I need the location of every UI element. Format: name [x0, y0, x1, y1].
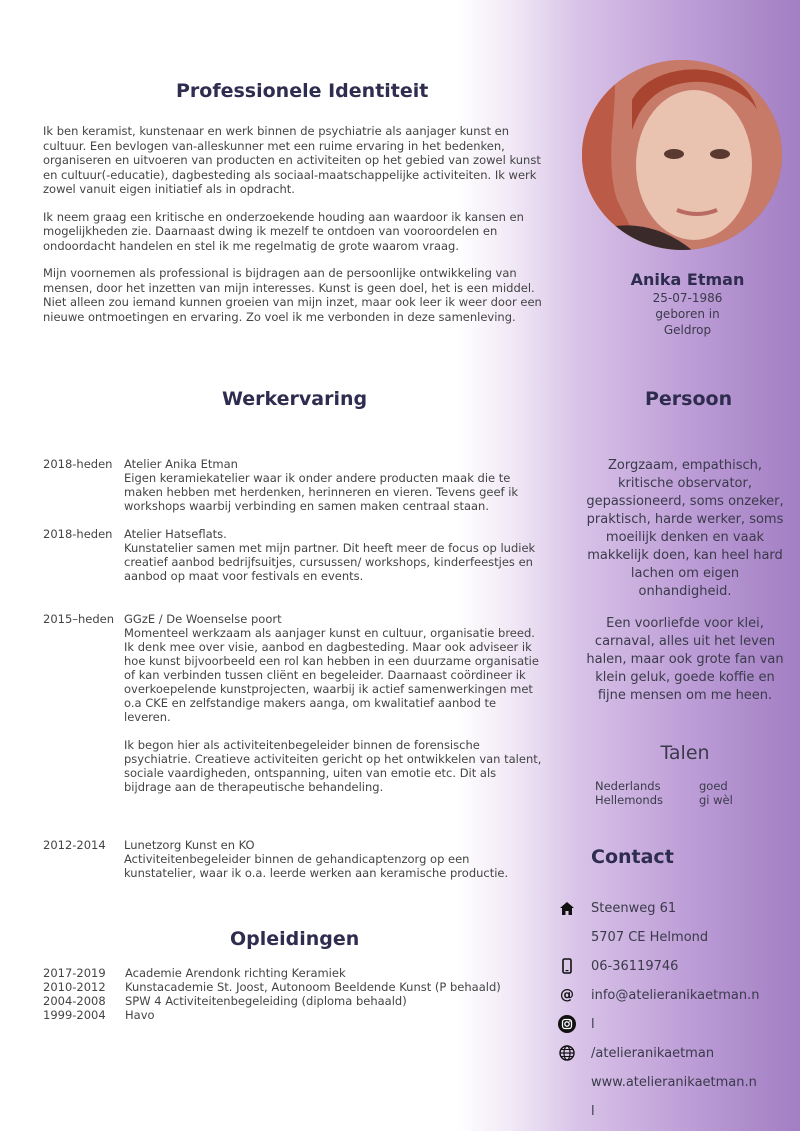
- education-item: [43, 980, 543, 994]
- birth-label: geboren in: [655, 307, 720, 321]
- job-description: Kunstatelier samen met mijn partner. Dit heeft meer de focus op ludiek creatief aanbod bedrijfsuitjes, cursussen/ workshops, kinderfeestjes en aanbod op maat voor festivals en events.: [124, 541, 536, 583]
- job-date: 2018-heden: [43, 457, 113, 471]
- identity-title: Professionele Identiteit: [176, 80, 429, 102]
- contact-address: [556, 899, 676, 917]
- job-company: Lunetzorg Kunst en KO: [124, 838, 255, 852]
- job-date: 2015–heden: [43, 612, 115, 626]
- identity-paragraph: Mijn voornemen als professional is bijdragen aan de persoonlijke ontwikkeling van mensen, door het inzetten van mijn interesses. Kunst is geen doel, het is een middel. Niet alleen zou iemand kunnen groeien van mijn inzet, maar ook leer ik weer door een nieuwe ontmoetingen en ervaring. Zo voel ik me verbonden in deze samenleving.: [43, 266, 542, 324]
- profile-birth: [600, 290, 775, 338]
- werkervaring-title: Werkervaring: [222, 388, 368, 410]
- instagram-handle[interactable]: /atelieranikaetman: [591, 1045, 715, 1061]
- education-item: [43, 1008, 543, 1022]
- contact-city: 5707 CE Helmond: [591, 929, 709, 945]
- contact-title: Contact: [591, 846, 674, 868]
- education-date: 2017-2019: [43, 966, 106, 980]
- job-content: [124, 527, 544, 583]
- education-name: Havo: [125, 1008, 155, 1022]
- language-name: Hellemonds: [595, 793, 664, 807]
- job-content: [124, 612, 544, 794]
- job-company: Atelier Hatseflats.: [124, 527, 227, 541]
- job-company: GGzE / De Woenselse poort: [124, 612, 282, 626]
- profile-photo: [582, 60, 782, 250]
- persoon-title: Persoon: [645, 388, 733, 410]
- education-date: 2004-2008: [43, 994, 106, 1008]
- job-date: 2018-heden: [43, 527, 113, 541]
- contact-website-wrap[interactable]: [556, 1102, 595, 1120]
- identity-paragraph: Ik neem graag een kritische en onderzoekende houding aan waardoor ik kansen en mogelijkheden zie. Daarnaast dwing ik mezelf te ontdoen van vooroordelen en ondoordacht handelen en stel ik me regelmatig de grote waarom vraag.: [43, 209, 524, 253]
- language-level: goed: [699, 779, 728, 793]
- contact-email[interactable]: [556, 986, 759, 1004]
- language-item: [595, 779, 785, 793]
- phone-number[interactable]: 06-36119746: [591, 958, 679, 974]
- persoon-paragraph: Een voorliefde voor klei, carnaval, alles uit het leven halen, maar ook grote fan van klein geluk, goede koffie en fijne mensen om me heen.: [586, 616, 784, 703]
- education-list: [43, 966, 543, 1022]
- birth-place: Geldrop: [663, 323, 712, 337]
- opleidingen-title: Opleidingen: [230, 928, 360, 950]
- home-icon: [556, 899, 578, 917]
- contact-street: Steenweg 61: [591, 900, 677, 916]
- profile-name: Anika Etman: [630, 270, 745, 289]
- email-wrap[interactable]: l: [591, 1016, 595, 1032]
- language-list: [595, 779, 785, 807]
- contact-phone[interactable]: [556, 957, 678, 975]
- identity-paragraph: Ik ben keramist, kunstenaar en werk binnen de psychiatrie als aanjager kunst en cultuur. Een bevlogen van-alleskunner met een ruime ervaring in het bedenken, organiseren en uitvoeren van producten en activiteiten op het gebied van zowel kunst en cultuur(-educatie), dagbesteding als sociaal-maatschappelijke activiteiten. Ik werk zowel vanuit eigen initiatief als in opdracht.: [43, 124, 541, 196]
- contact-city-row: [556, 928, 708, 946]
- identity-text: [43, 124, 553, 337]
- job-description: Activiteitenbegeleider binnen de gehandicaptenzorg op een kunstatelier, waar ik o.a. leerde werken aan keramische productie.: [124, 852, 509, 880]
- education-name: Kunstacademie St. Joost, Autonoom Beeldende Kunst (P behaald): [125, 980, 501, 994]
- job-description: Ik begon hier als activiteitenbegeleider binnen de forensische psychiatrie. Creatieve activiteiten gericht op het ontwikkelen van talent, sociale vaardigheden, ontspanning, uiten van emotie etc. Dit als bijdrage aan de therapeutische behandeling.: [124, 738, 542, 794]
- contact-instagram[interactable]: [556, 1044, 714, 1062]
- education-date: 1999-2004: [43, 1008, 106, 1022]
- contact-website[interactable]: [556, 1073, 757, 1091]
- portrait-image: [582, 60, 782, 250]
- instagram-icon: [556, 1015, 578, 1033]
- globe-icon: [556, 1044, 578, 1062]
- phone-icon: [556, 957, 578, 975]
- education-date: 2010-2012: [43, 980, 106, 994]
- birth-date: 25-07-1986: [652, 291, 723, 305]
- job-description: Momenteel werkzaam als aanjager kunst en cultuur, organisatie breed. Ik denk mee over visie, aanbod en dagbesteding. Maar ook adviseer ik hoe kunst bijvoorbeeld een rol kan hebben in een duurzame organisatie of kan verbinden tussen cliënt en begeleider. Daarnaast coördineer ik overkoepelende kunstprojecten, waarbij ik actief samenwerkingen met o.a CKE en zelfstandige makers aanga, om kwalitatief aanbod te leveren.: [124, 626, 539, 724]
- language-item: [595, 793, 785, 807]
- language-name: Nederlands: [595, 779, 661, 793]
- job-company: Atelier Anika Etman: [124, 457, 238, 471]
- education-name: Academie Arendonk richting Keramiek: [125, 966, 346, 980]
- education-item: [43, 966, 543, 980]
- job-content: [124, 457, 544, 513]
- contact-instagram-row[interactable]: [556, 1015, 595, 1033]
- job-date: 2012-2014: [43, 838, 106, 852]
- education-name: SPW 4 Activiteitenbegeleiding (diploma behaald): [125, 994, 407, 1008]
- persoon-text: [585, 457, 785, 719]
- job-content: [124, 838, 544, 880]
- education-item: [43, 994, 543, 1008]
- email-address[interactable]: info@atelieranikaetman.n: [591, 987, 760, 1003]
- language-level: gi wèl: [699, 793, 733, 807]
- website-url[interactable]: www.atelieranikaetman.n: [591, 1074, 757, 1090]
- persoon-paragraph: Zorgzaam, empathisch, kritische observator, gepassioneerd, soms onzeker, praktisch, harde werker, soms moeilijk denken en vaak makkelijk doen, kan heel hard lachen om eigen onhandigheid.: [586, 458, 784, 599]
- at-icon: @: [560, 987, 574, 1003]
- talen-title: Talen: [660, 742, 710, 764]
- website-wrap[interactable]: l: [591, 1103, 595, 1119]
- job-description: Eigen keramiekatelier waar ik onder andere producten maak die te maken hebben met herdenken, herinneren en vieren. Tevens geef ik workshops waarbij verbinding en samen maken centraal staan.: [124, 471, 519, 513]
